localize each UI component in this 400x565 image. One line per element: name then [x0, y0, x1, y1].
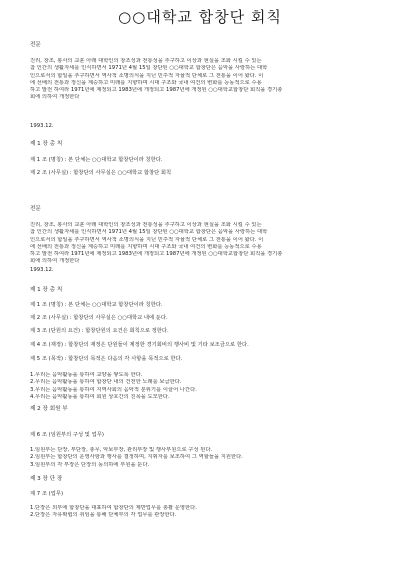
article-line: 제 5 조 (목적) : 합창단의 목적은 다음의 각 사항을 목적으로 한다. [30, 356, 183, 362]
article-line: 제 3 조 (단원의 요건) : 합창단원의 요건은 회칙으로 정한다. [30, 328, 169, 334]
chapter-heading: 제 1 장 총 칙 [30, 141, 63, 147]
preamble-heading: 전문 [30, 42, 41, 48]
chapter-heading: 제 1 장 총 칙 [30, 287, 63, 293]
preamble-line: 진리, 창조, 봉사의 교훈 아래 대학인의 창조성과 전통성을 추구하고 이상과 현실을 조화 시킬 수 있는 [30, 58, 262, 64]
preamble-line: 진리, 창조, 봉사의 교훈 아래 대학인의 창조성과 전통성을 추구하고 이상과 현실을 조화 시킬 수 있는 [30, 222, 262, 228]
article-item: 1.단장은 외부에 합창단을 대표하여 합창단의 제반업무를 총괄 운영한다. [30, 505, 197, 511]
preamble-line: 하고 발전 하여라 1971년에 제정되고 1983년에 개정되고 1987년에 개정된 ○○대학교합창단 회칙을 경기총 [30, 251, 283, 258]
preamble-line: 회에 의하여 개정한다 [30, 258, 80, 265]
enactment-date: 1993.12. [30, 123, 54, 129]
article-line: 제 2 조 (사무실) : 합창단의 사무실은 ○○대학교 내에 둔다. [30, 315, 168, 321]
article-line: 제 7 조 (업무) [30, 491, 64, 497]
purpose-item: 1.우리는 음악활동을 통하여 교양을 쌓도록 한다. [30, 372, 143, 378]
article-line: 제 2 조 (사무실) : 합창단의 사무실은 ○○대학교 합창단 회칙 [30, 170, 172, 176]
article-line: 제 1 조 (명칭) : 본 단체는 ○○대학교 합창단이라 칭한다. [30, 157, 163, 163]
article-line: 제 4 조 (재정) : 합창단의 재정은 단원들이 제정한 경기회비의 행사비 및 기타 보조금으로 한다. [30, 342, 249, 348]
chapter-heading: 제 2 장 회원 부 [30, 406, 68, 412]
preamble-line: 에 선배의 전통과 정신을 계승하고 미래를 지향하며 시대 구조와 국내 여건의 변화를 능동적으로 수용 [30, 243, 262, 250]
preamble-line: 회에 의하여 개정한다 [30, 94, 80, 101]
purpose-list [30, 372, 374, 401]
article-line: 제 1 조 (명칭) : 본 단체는 ○○대학교 합창단이라 칭한다. [30, 302, 163, 308]
article-item: 3.임원부의 각 부장은 단장의 동의하에 부원을 둔다. [30, 461, 150, 468]
article-item: 1.임원부는 단장, 부단장, 총무, 악보부장, 관리부장 및 행사부원으로 구성 된다. [30, 447, 213, 453]
chapter-heading: 제 3 장 단 장 [30, 476, 63, 482]
purpose-item: 3.우리는 음악활동을 통하여 지역사회의 음악적 분위기를 이끌어 나간다. [30, 386, 197, 393]
article-item: 2.단장은 자유확립의 취임을 통해 단체부의 각 업무를 관장한다. [30, 512, 177, 519]
preamble-line: 참 인간의 생활자세를 인식하면서 1971년 4월 15일 창단된 ○○대학교 합창단은 음악을 사랑하는 대학 [30, 65, 268, 72]
preamble-line: 에 선배의 전통과 정신을 계승하고 미래를 지향하며 시대 구조와 국내 여건의 변화를 능동적으로 수용 [30, 79, 262, 86]
purpose-item: 2.우리는 음악활동을 통하여 합창단 내의 건전한 노래를 보급한다. [30, 379, 182, 386]
preamble-line: 인으로서의 합일을 추구하면서 역사적 소명의식을 지닌 민주적 자율적 단체로 그 전통을 이어 왔다. 이 [30, 236, 264, 243]
preamble-paragraph [30, 58, 374, 102]
enactment-date: 1993.12. [30, 267, 54, 273]
document-title: ○○대학교 합창단 회칙 [118, 8, 282, 26]
preamble-line: 하고 발전 하여라 1971년에 제정되고 1983년에 개정되고 1987년에 개정된 ○○대학교합창단 회칙을 경기총 [30, 87, 283, 94]
article-line: 제 6 조 (임원부의 구성 및 업무) [30, 432, 104, 438]
preamble-line: 인으로서의 합일을 추구하면서 역사적 소명의식을 지닌 민주적 자율적 단체로 그 전통을 이어 왔다. 이 [30, 72, 264, 79]
article-item-list [30, 505, 374, 520]
article-item: 2.임원부는 합창단의 운영사항과 행사를 결정하며, 지휘자를 보조하여 그 역할들을 지원한다. [30, 454, 243, 461]
preamble-line: 참 인간의 생활자세를 인식하면서 1971년 4월 15일 창단된 ○○대학교 합창단은 음악을 사랑하는 대학 [30, 229, 268, 236]
preamble-paragraph [30, 222, 374, 266]
purpose-item: 4.우리는 음악활동을 통하여 회원 상호간의 친목을 도모한다. [30, 393, 170, 400]
preamble-heading: 전문 [30, 206, 41, 212]
article-item-list [30, 447, 374, 469]
